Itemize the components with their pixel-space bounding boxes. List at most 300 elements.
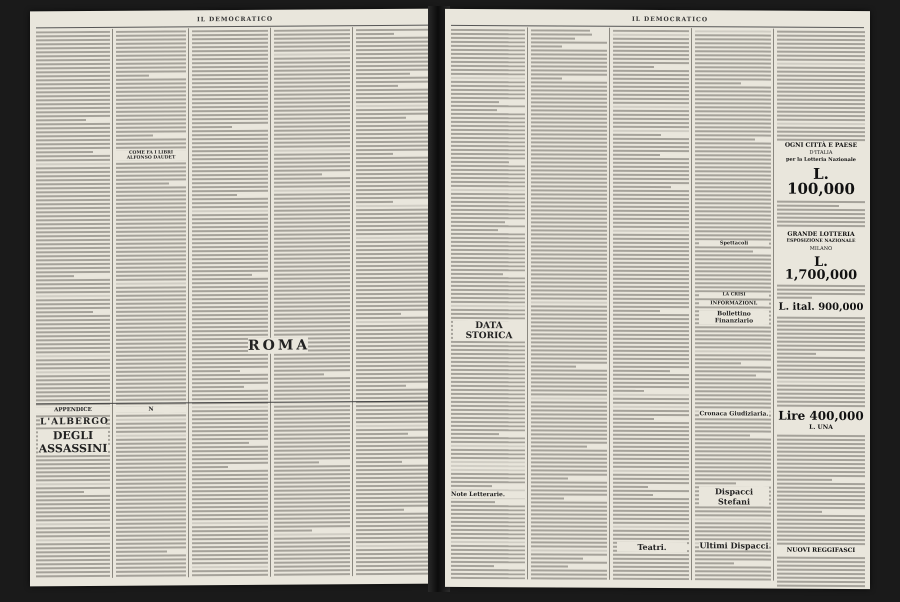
text-line xyxy=(36,231,110,234)
text-line xyxy=(36,395,110,398)
text-line xyxy=(613,262,689,264)
text-line xyxy=(274,545,350,548)
text-line xyxy=(356,513,429,516)
text-line xyxy=(777,380,865,382)
text-line xyxy=(356,501,429,504)
text-line xyxy=(613,422,689,424)
text-line xyxy=(451,365,525,367)
text-line xyxy=(613,530,689,532)
text-line xyxy=(192,70,268,73)
text-line xyxy=(356,481,429,484)
text-line xyxy=(356,49,429,52)
text-line xyxy=(531,553,607,555)
text-line xyxy=(451,181,525,183)
text-line xyxy=(531,97,607,99)
text-line xyxy=(531,153,607,155)
text-line xyxy=(613,298,689,300)
text-line xyxy=(356,573,429,576)
text-line xyxy=(613,70,689,72)
text-line xyxy=(613,170,689,172)
text-line xyxy=(36,143,110,146)
text-line xyxy=(531,369,607,371)
text-line xyxy=(531,189,607,191)
text-line xyxy=(192,502,268,505)
right-column-2 xyxy=(531,29,607,579)
text-line xyxy=(356,473,429,476)
text-line xyxy=(613,454,689,456)
text-line xyxy=(274,149,350,152)
text-line xyxy=(192,62,268,65)
text-line xyxy=(274,45,350,48)
bollettino-heading: Bollettino Finanziario xyxy=(699,310,769,324)
text-line xyxy=(451,177,525,179)
text-line xyxy=(36,499,110,502)
text-line xyxy=(116,510,186,512)
text-line xyxy=(531,269,607,271)
text-line xyxy=(451,229,498,231)
text-line xyxy=(36,115,110,118)
text-line xyxy=(451,165,525,167)
text-line xyxy=(36,283,110,286)
text-line xyxy=(531,93,607,95)
text-line xyxy=(695,566,771,568)
text-line xyxy=(356,105,429,108)
text-line xyxy=(36,35,110,38)
text-line xyxy=(451,317,525,319)
daudet-article-heading: COME FA I LIBRI ALFONSO DAUDET xyxy=(116,150,186,160)
text-line xyxy=(695,534,771,536)
text-line xyxy=(777,396,865,398)
text-line xyxy=(274,57,350,60)
text-line xyxy=(36,151,93,153)
text-line xyxy=(274,193,350,196)
text-line xyxy=(613,554,689,556)
text-line xyxy=(192,378,268,381)
text-line xyxy=(274,125,350,128)
text-line xyxy=(116,434,186,436)
text-line xyxy=(777,356,865,358)
text-line xyxy=(777,564,865,566)
text-line xyxy=(274,181,350,184)
text-line xyxy=(613,94,689,96)
text-line xyxy=(36,555,110,558)
text-line xyxy=(356,469,429,472)
text-line xyxy=(531,497,564,499)
text-line xyxy=(192,466,228,468)
text-line xyxy=(695,86,771,88)
text-line xyxy=(613,194,689,196)
text-line xyxy=(192,314,268,317)
text-line xyxy=(356,437,429,440)
text-line xyxy=(192,394,268,397)
spettacoli-heading: Spettacoli xyxy=(699,240,769,246)
text-line xyxy=(36,99,110,102)
text-line xyxy=(451,33,525,35)
text-line xyxy=(274,513,350,516)
text-line xyxy=(695,338,771,340)
text-line xyxy=(777,530,865,532)
text-line xyxy=(531,577,607,579)
text-line xyxy=(695,478,771,480)
text-line xyxy=(356,405,429,408)
text-line xyxy=(116,490,186,492)
text-line xyxy=(36,539,110,542)
text-line xyxy=(531,181,607,183)
text-line xyxy=(531,345,607,347)
text-line xyxy=(274,273,350,276)
text-line xyxy=(613,522,689,524)
text-line xyxy=(613,482,689,484)
text-line xyxy=(356,521,429,524)
text-line xyxy=(613,246,689,248)
text-line xyxy=(531,525,607,527)
text-line xyxy=(356,497,429,500)
text-line xyxy=(451,573,525,575)
text-line xyxy=(777,560,865,562)
text-line xyxy=(116,374,186,376)
text-line xyxy=(451,377,525,379)
text-line xyxy=(356,29,429,32)
text-line xyxy=(695,438,771,440)
text-line xyxy=(451,469,525,471)
text-line xyxy=(116,186,186,188)
text-line xyxy=(192,358,268,361)
text-line xyxy=(192,194,237,196)
text-line xyxy=(116,174,186,176)
text-line xyxy=(356,197,429,200)
text-line xyxy=(274,445,350,448)
text-line xyxy=(192,214,268,217)
text-line xyxy=(274,529,312,531)
text-line xyxy=(274,461,319,463)
text-line xyxy=(36,59,110,62)
text-line xyxy=(116,118,186,120)
text-line xyxy=(274,41,350,44)
text-line xyxy=(777,336,865,338)
text-line xyxy=(116,106,186,108)
text-line xyxy=(531,193,607,195)
text-line xyxy=(192,290,268,293)
text-line xyxy=(613,390,644,392)
text-line xyxy=(36,391,110,394)
text-line xyxy=(356,485,429,488)
text-line xyxy=(116,462,186,464)
left-column-3 xyxy=(192,30,268,578)
text-line xyxy=(531,481,607,483)
text-line xyxy=(613,186,671,188)
text-line xyxy=(36,507,110,510)
text-line xyxy=(116,470,186,472)
text-line xyxy=(695,230,771,232)
text-line xyxy=(192,242,268,245)
text-line xyxy=(613,430,689,432)
text-line xyxy=(451,161,509,163)
text-line xyxy=(192,454,268,457)
text-line xyxy=(356,153,393,155)
text-line xyxy=(192,514,268,517)
text-line xyxy=(274,137,350,140)
text-line xyxy=(451,269,525,271)
text-line xyxy=(116,542,186,544)
text-line xyxy=(36,551,110,554)
text-line xyxy=(695,202,771,204)
text-line xyxy=(192,74,268,77)
text-line xyxy=(613,502,689,504)
text-line xyxy=(116,210,186,212)
text-line xyxy=(695,150,771,152)
text-line xyxy=(613,558,689,560)
text-line xyxy=(531,433,607,435)
text-line xyxy=(36,123,110,126)
text-line xyxy=(451,417,525,419)
text-line xyxy=(695,222,771,224)
text-line xyxy=(356,453,429,456)
text-line xyxy=(192,318,268,321)
text-line xyxy=(613,222,689,224)
text-line xyxy=(192,438,268,441)
text-line xyxy=(274,441,350,444)
right-column-3 xyxy=(613,30,689,580)
text-line xyxy=(116,358,186,360)
text-line xyxy=(695,306,771,308)
text-line xyxy=(613,426,689,428)
text-line xyxy=(116,94,186,96)
text-line xyxy=(36,267,110,270)
text-line xyxy=(531,289,607,291)
text-line xyxy=(192,286,268,289)
text-line xyxy=(36,203,110,206)
ad-prize-100000: L. 100,000 xyxy=(787,164,855,199)
text-line xyxy=(274,369,350,372)
text-line xyxy=(531,413,607,415)
text-line xyxy=(116,446,186,448)
text-line xyxy=(356,361,429,364)
text-line xyxy=(531,565,568,567)
text-line xyxy=(451,565,494,567)
text-line xyxy=(451,169,525,171)
text-line xyxy=(116,322,186,324)
text-line xyxy=(192,298,268,301)
text-line xyxy=(613,526,689,528)
text-line xyxy=(116,278,186,280)
text-line xyxy=(451,201,525,203)
text-line xyxy=(192,510,268,513)
text-line xyxy=(531,517,607,519)
text-line xyxy=(695,262,771,264)
text-line xyxy=(192,182,268,185)
text-line xyxy=(613,158,689,160)
text-line xyxy=(777,368,865,370)
text-line xyxy=(116,166,186,168)
text-line xyxy=(695,382,771,384)
text-line xyxy=(356,121,429,124)
text-line xyxy=(613,286,689,288)
text-line xyxy=(356,561,429,564)
text-line xyxy=(116,570,186,572)
text-line xyxy=(356,33,394,35)
text-line xyxy=(192,518,268,521)
text-line xyxy=(192,530,268,533)
text-line xyxy=(356,229,429,232)
text-line xyxy=(192,450,268,453)
text-line xyxy=(274,241,350,244)
text-line xyxy=(777,392,865,394)
text-line xyxy=(274,481,350,484)
text-line xyxy=(36,87,110,90)
text-line xyxy=(274,177,350,180)
text-line xyxy=(356,93,429,96)
text-line xyxy=(192,178,268,181)
text-line xyxy=(695,446,771,448)
text-line xyxy=(36,239,110,242)
text-line xyxy=(36,191,110,194)
text-line xyxy=(695,102,771,104)
text-line xyxy=(36,127,110,130)
text-line xyxy=(116,486,186,488)
text-line xyxy=(274,377,350,380)
text-line xyxy=(777,490,865,492)
text-line xyxy=(36,379,110,382)
text-line xyxy=(274,133,350,136)
text-line xyxy=(274,429,350,432)
text-line xyxy=(36,103,110,106)
text-line xyxy=(695,458,771,460)
text-line xyxy=(116,202,186,204)
text-line xyxy=(777,47,865,49)
text-line xyxy=(531,317,607,319)
text-line xyxy=(695,122,771,124)
text-line xyxy=(613,102,689,104)
text-line xyxy=(695,518,771,520)
text-line xyxy=(192,110,268,113)
text-line xyxy=(274,33,350,36)
text-line xyxy=(613,562,689,564)
text-line xyxy=(36,543,110,546)
text-line xyxy=(116,62,186,64)
text-line xyxy=(116,466,186,468)
text-line xyxy=(274,257,350,260)
text-line xyxy=(613,74,689,76)
text-line xyxy=(531,549,607,551)
text-line xyxy=(116,366,186,368)
text-line xyxy=(531,465,607,467)
text-line xyxy=(116,246,186,248)
text-line xyxy=(531,449,607,451)
text-line xyxy=(36,515,110,518)
text-line xyxy=(451,309,525,311)
text-line xyxy=(192,566,268,569)
text-line xyxy=(274,261,350,264)
text-line xyxy=(274,493,350,496)
la-crisi-heading: LA CRISI xyxy=(699,292,769,297)
text-line xyxy=(356,169,429,172)
text-line xyxy=(356,133,429,136)
text-line xyxy=(116,502,186,504)
text-line xyxy=(613,510,689,512)
text-line xyxy=(613,470,689,472)
text-line xyxy=(192,434,268,437)
text-line xyxy=(531,293,607,295)
text-line xyxy=(613,334,689,336)
text-line xyxy=(613,114,689,116)
text-line xyxy=(274,557,350,560)
text-line xyxy=(451,509,525,511)
text-line xyxy=(274,357,350,360)
text-line xyxy=(531,501,607,503)
text-line xyxy=(531,69,607,71)
text-line xyxy=(274,537,350,540)
text-line xyxy=(36,339,110,342)
text-line xyxy=(192,130,268,133)
text-line xyxy=(116,506,186,508)
text-line xyxy=(36,323,110,326)
text-line xyxy=(695,74,771,76)
text-line xyxy=(192,98,268,101)
text-line xyxy=(192,534,268,537)
text-line xyxy=(531,333,607,335)
text-line xyxy=(356,101,429,104)
text-line xyxy=(531,81,607,83)
text-line xyxy=(695,286,771,288)
text-line xyxy=(36,387,110,390)
text-line xyxy=(274,437,350,440)
text-line xyxy=(356,353,429,356)
text-line xyxy=(613,370,670,372)
text-line xyxy=(531,169,607,171)
text-line xyxy=(36,139,110,142)
text-line xyxy=(451,557,525,559)
text-line xyxy=(36,251,110,254)
text-line xyxy=(116,514,186,516)
text-line xyxy=(531,365,576,367)
text-line xyxy=(116,142,186,144)
text-line xyxy=(274,505,350,508)
text-line xyxy=(777,348,865,350)
text-line xyxy=(274,565,350,568)
text-line xyxy=(192,198,268,201)
text-line xyxy=(777,284,865,286)
text-line xyxy=(531,545,607,547)
text-line xyxy=(274,501,350,504)
text-line xyxy=(531,573,607,575)
text-line xyxy=(695,426,771,428)
text-line xyxy=(274,141,350,144)
text-line xyxy=(356,173,429,176)
ad-prize-900000: L. ital. 900,000 xyxy=(778,301,864,313)
text-line xyxy=(116,138,186,140)
text-line xyxy=(36,359,110,362)
text-line xyxy=(116,30,186,32)
text-line xyxy=(451,69,525,71)
text-line xyxy=(451,149,525,151)
text-line xyxy=(116,526,186,528)
text-line xyxy=(777,205,839,207)
text-line xyxy=(356,433,408,435)
text-line xyxy=(777,35,865,37)
text-line xyxy=(116,86,186,88)
text-line xyxy=(695,110,771,112)
text-line xyxy=(36,167,110,170)
text-line xyxy=(36,491,84,493)
text-line xyxy=(451,445,525,447)
text-line xyxy=(192,430,268,433)
text-line xyxy=(777,442,865,444)
text-line xyxy=(613,118,689,120)
text-line xyxy=(192,158,268,161)
text-line xyxy=(274,385,350,388)
text-line xyxy=(36,155,110,158)
text-line xyxy=(451,293,525,295)
